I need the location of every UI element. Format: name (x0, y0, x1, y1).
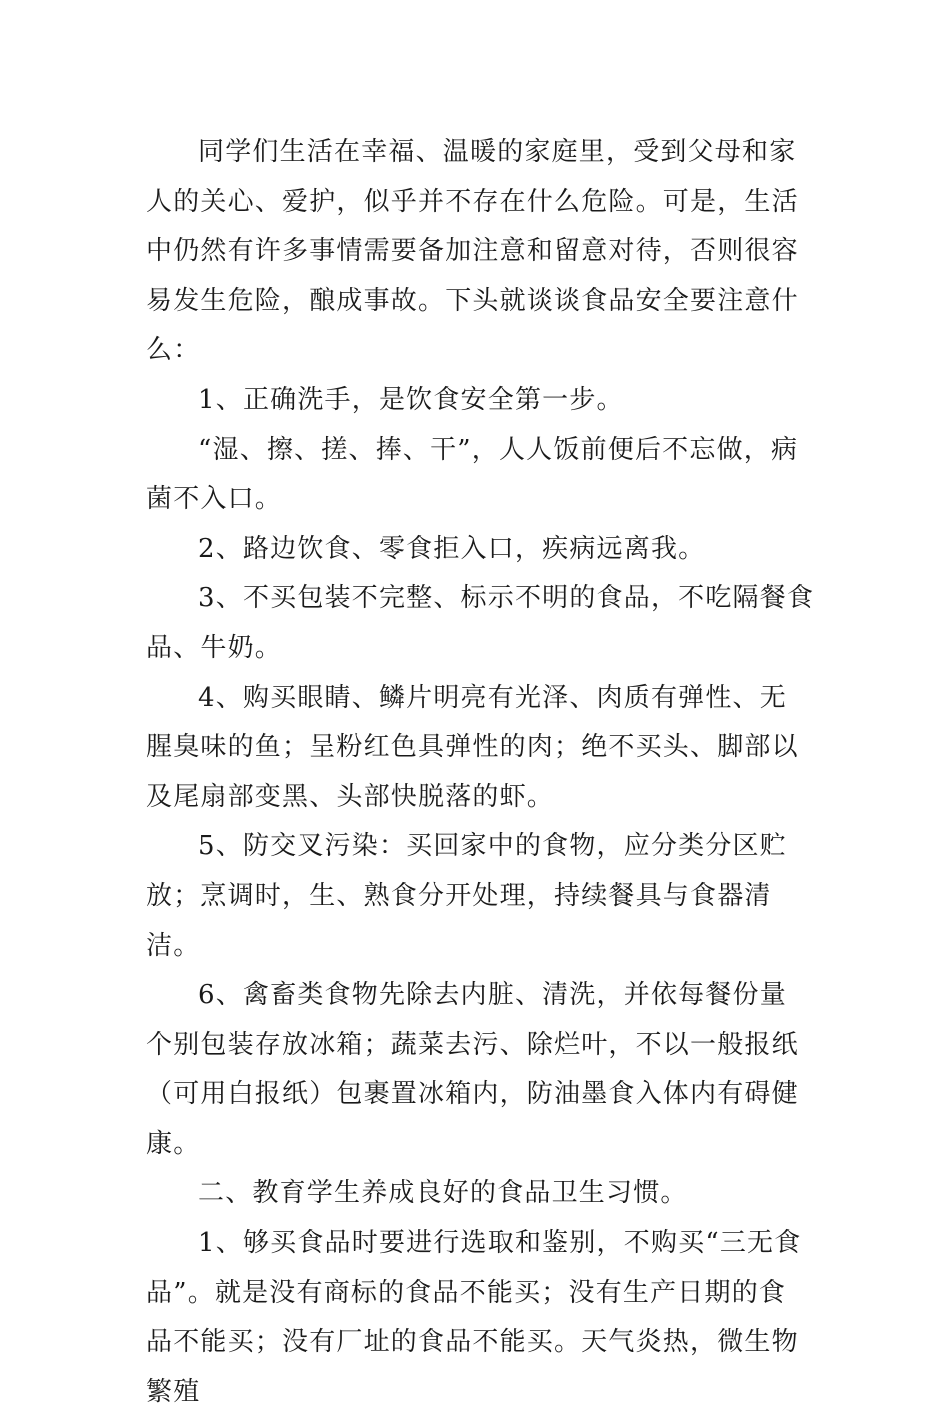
section-2-heading: 二、教育学生养成良好的食品卫生习惯。 (198, 1178, 688, 1209)
item-4-paragraph: 4、购买眼睛、鳞片明亮有光泽、肉质有弹性、无腥臭味的鱼；呈粉红色具弹性的肉；绝不买头、脚部以及尾扇部变黑、头部快脱落的虾。 (146, 682, 799, 812)
item-6-paragraph: 6、禽畜类食物先除去内脏、清洗，并依每餐份量个别包装存放冰箱；蔬菜去污、除烂叶，不以一般报纸（可用白报纸）包裹置冰箱内，防油墨食入体内有碍健康。 (146, 980, 799, 1159)
intro-paragraph: 同学们生活在幸福、温暖的家庭里，受到父母和家人的关心、爱护，似乎并不存在什么危险。可是，生活中仍然有许多事情需要备加注意和留意对待，否则很容易发生危险，酿成事故。下头就谈谈食品安全要注意什么： (146, 137, 799, 366)
item-5-paragraph: 5、防交叉污染：买回家中的食物，应分类分区贮放；烹调时，生、熟食分开处理，持续餐具与食器清洁。 (146, 831, 787, 961)
item-2-paragraph: 2、路边饮食、零食拒入口，疾病远离我。 (198, 533, 706, 564)
handwashing-paragraph: “湿、擦、搓、捧、干”，人人饭前便后不忘做，病菌不入口。 (146, 434, 799, 515)
document-body (146, 128, 815, 1417)
section-2-item-1-paragraph: 1、够买食品时要进行选取和鉴别，不购买“三无食品”。就是没有商标的食品不能买；没有生产日期的食品不能买；没有厂址的食品不能买。天气炎热，微生物繁殖 (146, 1228, 802, 1407)
item-3-paragraph: 3、不买包装不完整、标示不明的食品，不吃隔餐食品、牛奶。 (146, 583, 815, 663)
item-1-heading: 1、正确洗手，是饮食安全第一步。 (198, 384, 624, 415)
